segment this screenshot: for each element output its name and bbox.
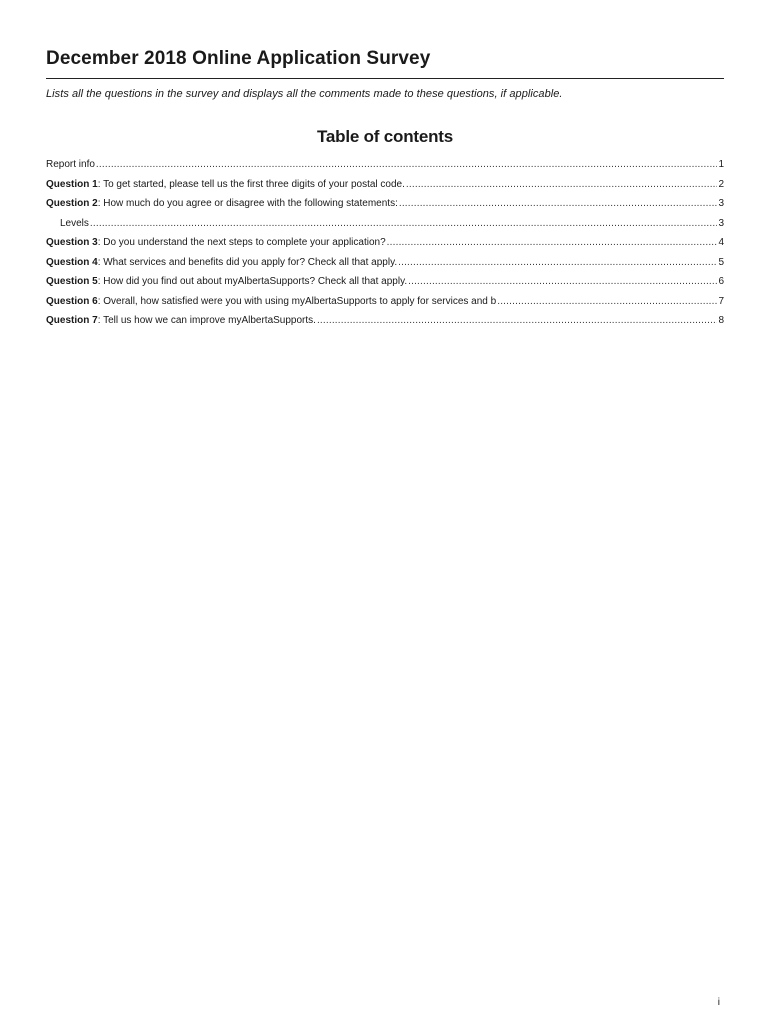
toc-dot-leader bbox=[90, 214, 718, 234]
toc-entry-title: : Do you understand the next steps to complete your application? bbox=[97, 237, 386, 248]
toc-entry-label: Question 1 bbox=[46, 178, 98, 190]
page-number: i bbox=[717, 997, 720, 1008]
toc-entry-question-6[interactable] bbox=[46, 292, 724, 312]
toc-entry-text bbox=[46, 175, 405, 195]
toc-entry-page: 6 bbox=[718, 276, 724, 287]
toc-entry-page: 3 bbox=[718, 198, 724, 209]
toc-entry-question-1[interactable] bbox=[46, 175, 724, 195]
document-page bbox=[46, 48, 724, 331]
document-subtitle: Lists all the questions in the survey and displays all the comments made to these questions, if applicable. bbox=[46, 88, 563, 100]
toc-entry-page: 5 bbox=[718, 256, 724, 268]
toc-dot-leader bbox=[408, 272, 717, 292]
toc-entry-question-4[interactable] bbox=[46, 253, 724, 273]
toc-entry-label: Question 3 bbox=[46, 237, 98, 248]
toc-entry-page: 2 bbox=[718, 178, 724, 190]
toc-entry-title: Levels bbox=[60, 217, 89, 229]
toc-entry-title: : How did you find out about myAlbertaSupports? Check all that apply. bbox=[97, 276, 408, 287]
toc-entry-question-7[interactable] bbox=[46, 311, 724, 331]
toc-entry-page: 7 bbox=[718, 295, 724, 307]
toc-entry-page: 1 bbox=[718, 159, 724, 170]
toc-entry-title: : Overall, how satisfied were you with using myAlbertaSupports to apply for services and b bbox=[97, 295, 497, 307]
toc-entry-label: Question 5 bbox=[46, 276, 98, 287]
toc-entry-question-2[interactable] bbox=[46, 194, 724, 214]
toc-dot-leader bbox=[387, 233, 718, 253]
document-title: December 2018 Online Application Survey bbox=[46, 48, 724, 79]
toc-entry-title: : To get started, please tell us the first three digits of your postal code. bbox=[97, 178, 405, 190]
toc-dot-leader bbox=[497, 292, 717, 312]
toc-dot-leader bbox=[399, 194, 718, 214]
toc-entry-title: Report info bbox=[46, 159, 95, 170]
toc-entry-label: Question 2 bbox=[46, 198, 98, 209]
toc-entry-title: : What services and benefits did you apply for? Check all that apply. bbox=[97, 256, 398, 268]
toc-entry-page: 3 bbox=[718, 217, 724, 229]
toc-entry-levels[interactable] bbox=[46, 214, 724, 234]
toc-entry-title: : Tell us how we can improve myAlbertaSupports. bbox=[97, 315, 316, 326]
toc-entry-page: 8 bbox=[718, 315, 724, 326]
toc-entry-label: Question 7 bbox=[46, 315, 98, 326]
toc-entry-title: : How much do you agree or disagree with the following statements: bbox=[97, 198, 398, 209]
toc-dot-leader bbox=[406, 175, 718, 195]
toc-entry-text bbox=[46, 292, 496, 312]
toc-dot-leader bbox=[398, 253, 717, 273]
toc-entry-question-5[interactable] bbox=[46, 272, 724, 292]
toc-entry-question-3[interactable] bbox=[46, 233, 724, 253]
toc-entry-label: Question 4 bbox=[46, 256, 98, 268]
toc-entry-label: Question 6 bbox=[46, 295, 98, 307]
toc-entry-text bbox=[46, 253, 397, 273]
toc-heading: Table of contents bbox=[316, 127, 454, 146]
table-of-contents bbox=[46, 155, 724, 331]
toc-entry-page: 4 bbox=[718, 237, 724, 248]
toc-dot-leader bbox=[317, 311, 718, 331]
toc-entry-text bbox=[46, 233, 386, 253]
toc-entry-text bbox=[60, 214, 89, 234]
toc-entry-text bbox=[46, 194, 398, 214]
toc-entry-text bbox=[46, 155, 95, 175]
toc-dot-leader bbox=[96, 155, 718, 175]
toc-entry-report-info[interactable] bbox=[46, 155, 724, 175]
toc-entry-text bbox=[46, 311, 316, 331]
toc-entry-text bbox=[46, 272, 407, 292]
